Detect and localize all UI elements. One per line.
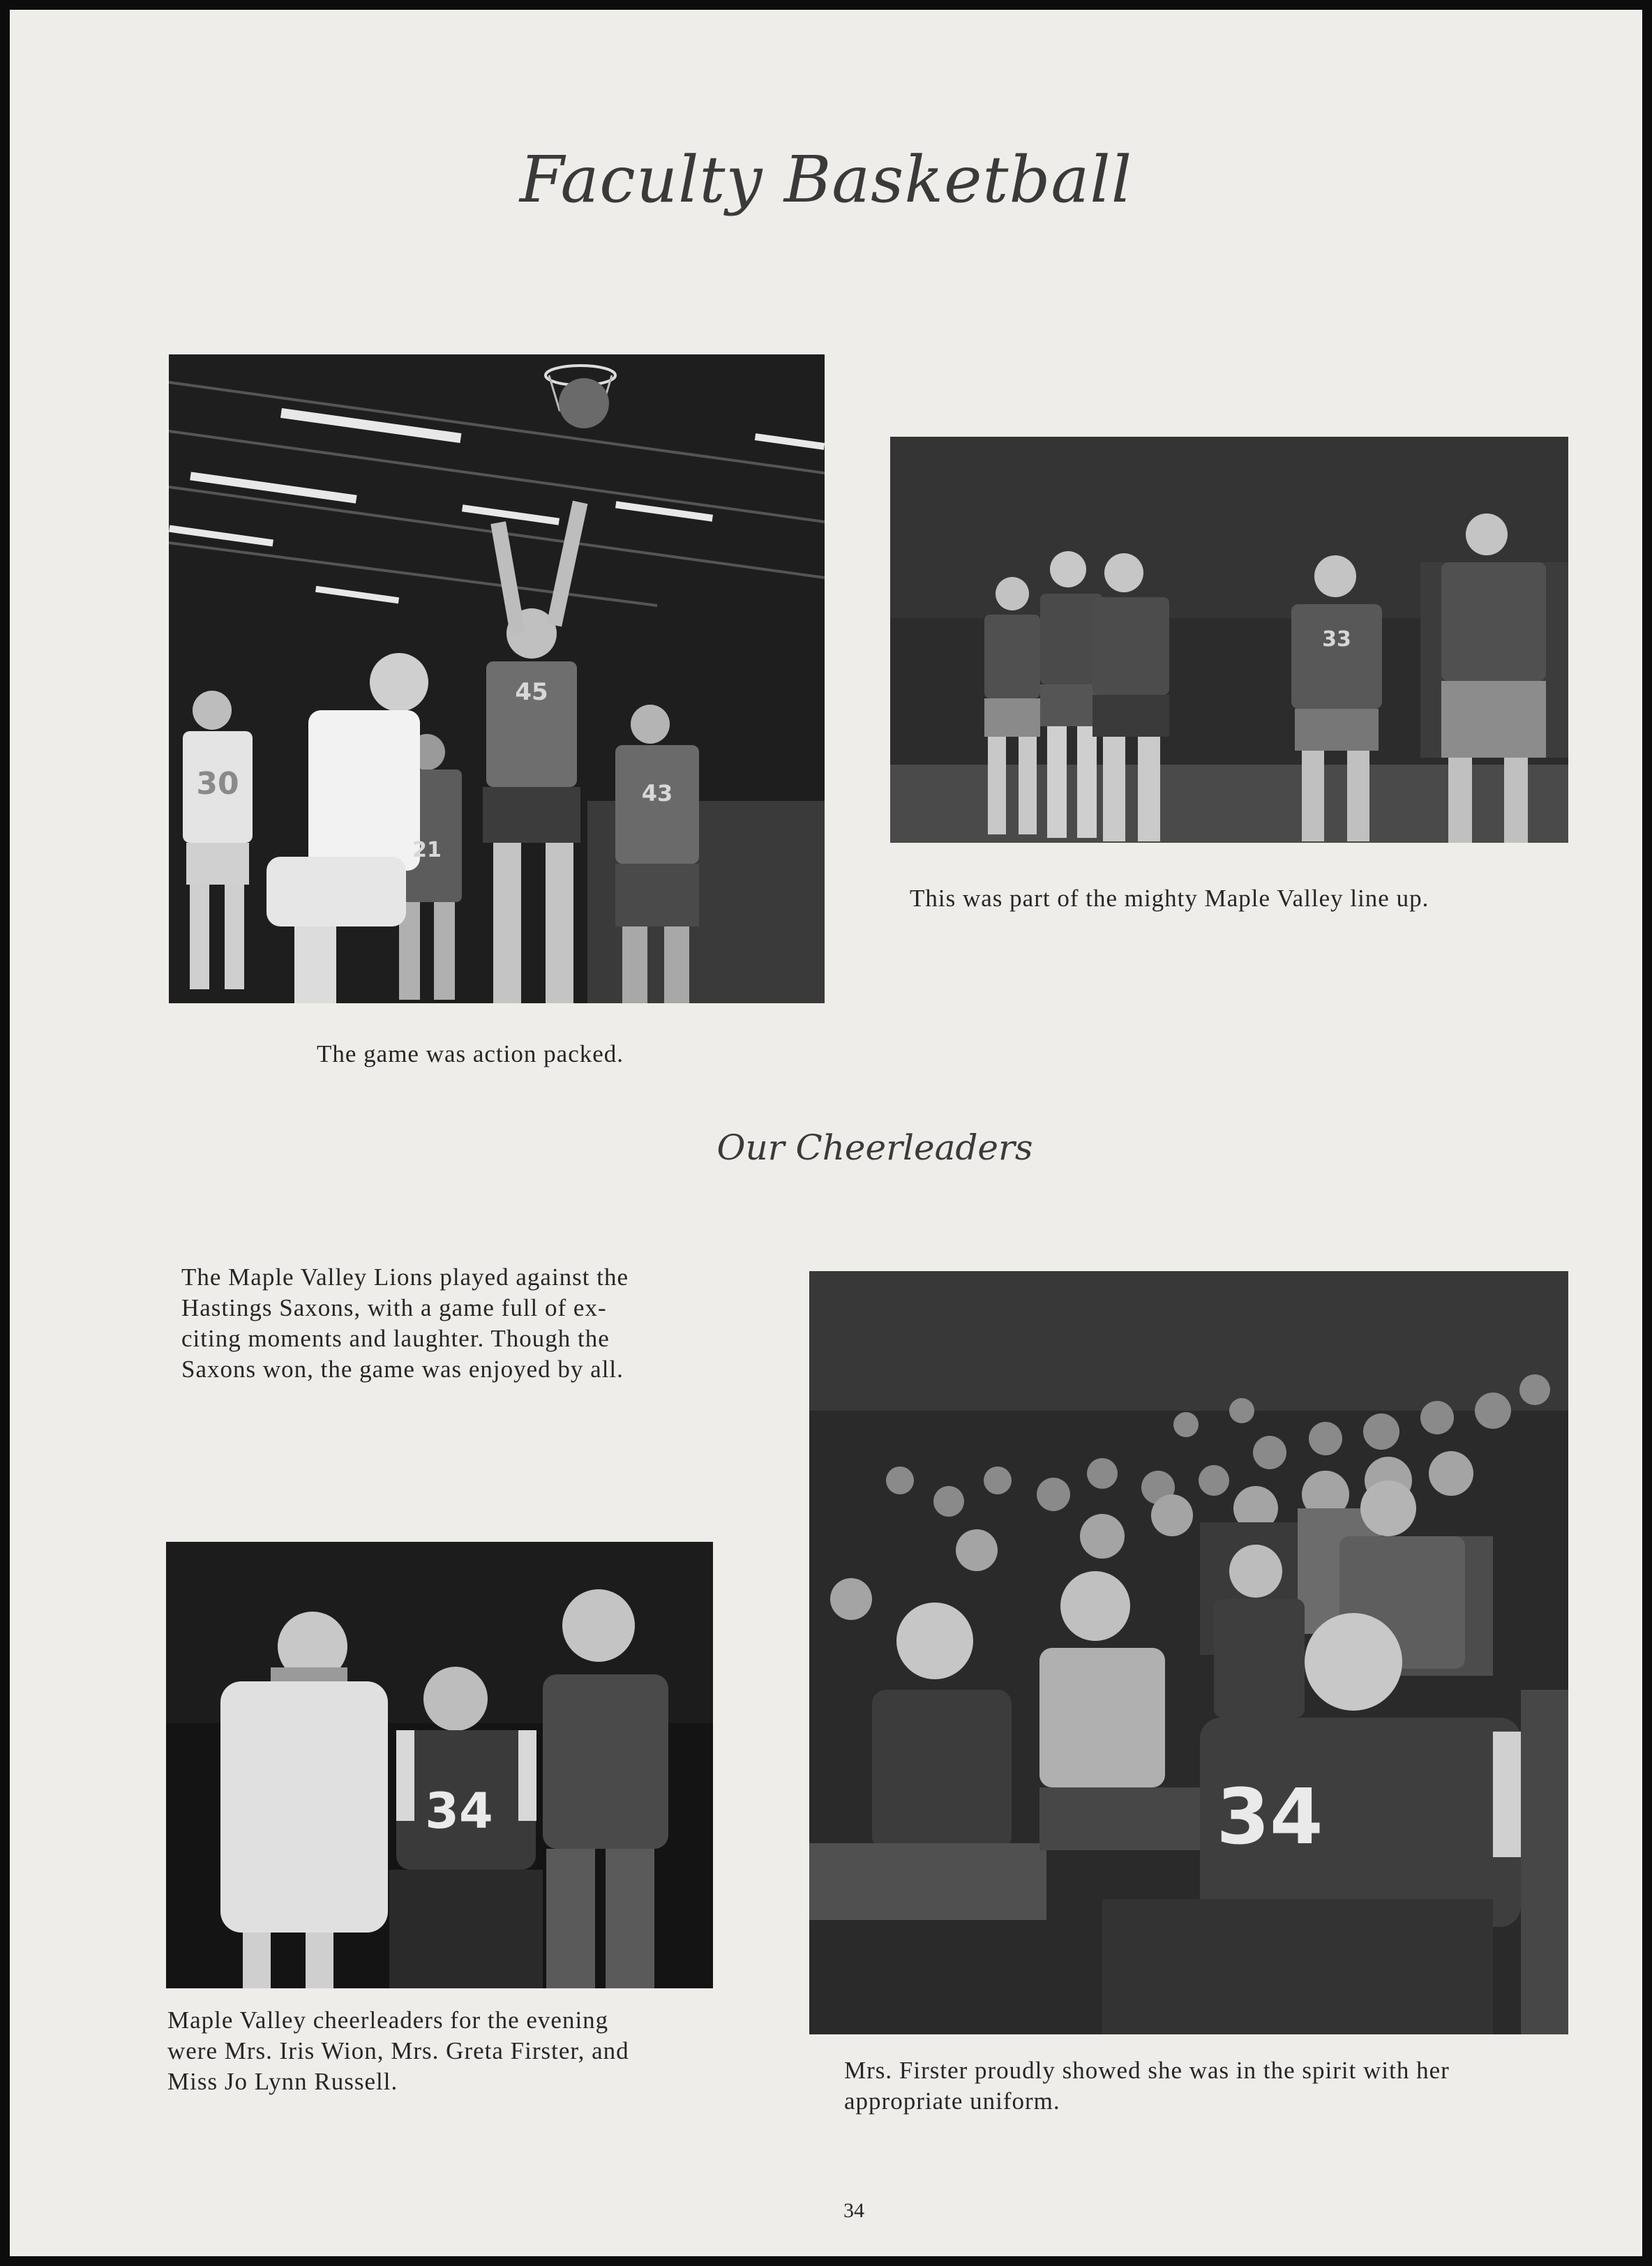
photo-crowd bbox=[809, 1271, 1568, 2034]
story-line: citing moments and laughter. Though the bbox=[181, 1325, 610, 1352]
photo-game-action bbox=[169, 354, 825, 1003]
jersey-number-30: 30 bbox=[196, 766, 239, 802]
photo-lineup bbox=[890, 437, 1568, 843]
caption-lineup: This was part of the mighty Maple Valley line up. bbox=[910, 885, 1429, 912]
caption-line: Miss Jo Lynn Russell. bbox=[167, 2068, 398, 2095]
caption-cheerleaders bbox=[167, 2005, 629, 2097]
page-number: 34 bbox=[843, 2199, 864, 2222]
jersey-number-45: 45 bbox=[515, 678, 548, 706]
section-heading-cheerleaders: Our Cheerleaders bbox=[716, 1127, 1033, 1168]
story-paragraph bbox=[181, 1262, 629, 1385]
photo-cheerleaders bbox=[166, 1542, 713, 1988]
jersey-number-33: 33 bbox=[1322, 627, 1351, 652]
jersey-number-21: 21 bbox=[412, 838, 442, 862]
caption-line: were Mrs. Iris Wion, Mrs. Greta Firster, and bbox=[167, 2037, 629, 2064]
caption-line: Mrs. Firster proudly showed she was in the spirit with her bbox=[844, 2057, 1450, 2084]
caption-game-action: The game was action packed. bbox=[317, 1040, 624, 1067]
story-line: The Maple Valley Lions played against the bbox=[181, 1263, 629, 1291]
jersey-number-34-crowd: 34 bbox=[1216, 1772, 1323, 1861]
caption-line: appropriate uniform. bbox=[844, 2087, 1060, 2115]
jersey-number-43: 43 bbox=[641, 780, 673, 806]
caption-line: Maple Valley cheerleaders for the evening bbox=[167, 2006, 609, 2034]
jersey-number-34-cheer: 34 bbox=[425, 1783, 493, 1840]
story-line: Saxons won, the game was enjoyed by all. bbox=[181, 1356, 624, 1383]
caption-crowd bbox=[844, 2055, 1450, 2117]
yearbook-page bbox=[10, 10, 1642, 2256]
page-title: Faculty Basketball bbox=[519, 142, 1133, 217]
story-line: Hastings Saxons, with a game full of ex- bbox=[181, 1294, 607, 1321]
